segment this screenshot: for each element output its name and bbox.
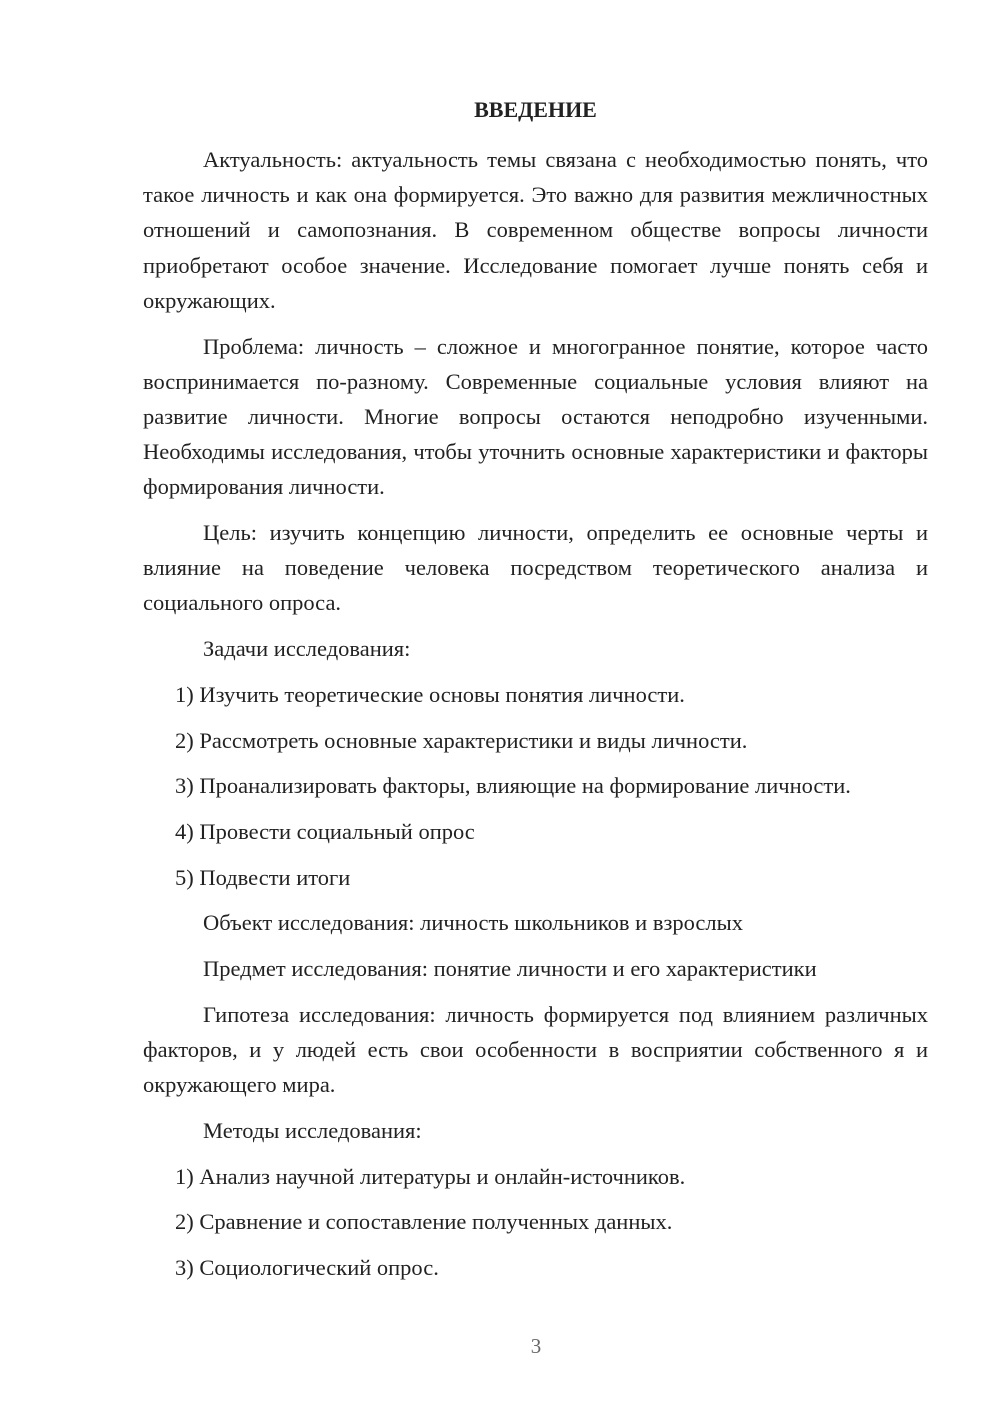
method-item: 3) Социологический опрос. bbox=[175, 1254, 439, 1280]
relevance-paragraph: Актуальность: актуальность темы связана с необходимостью понять, что такое личность и как она формируется. Это важно для развития межличностных отношений и самопознания. В современном обществе вопросы личности приобретают особое значение. Исследование помогает лучше понять себя и окружающих. bbox=[143, 147, 928, 313]
goal-paragraph: Цель: изучить концепцию личности, определить ее основные черты и влияние на поведение человека посредством теоретического анализа и социального опроса. bbox=[143, 520, 928, 616]
task-item: 1) Изучить теоретические основы понятия личности. bbox=[175, 681, 685, 707]
research-object: Объект исследования: личность школьников и взрослых bbox=[203, 910, 743, 936]
task-item: 2) Рассмотреть основные характеристики и виды личности. bbox=[175, 727, 748, 753]
research-subject: Предмет исследования: понятие личности и его характеристики bbox=[203, 956, 817, 982]
method-item: 2) Сравнение и сопоставление полученных данных. bbox=[175, 1209, 673, 1235]
task-item: 5) Подвести итоги bbox=[175, 864, 351, 890]
problem-paragraph: Проблема: личность – сложное и многогранное понятие, которое часто воспринимается по-разному. Современные социальные условия влияют на развитие личности. Многие вопросы остаются неподробно изученными. Необходимы исследования, чтобы уточнить основные характеристики и факторы формирования личности. bbox=[143, 333, 928, 500]
tasks-heading: Задачи исследования: bbox=[203, 636, 411, 662]
task-item: 3) Проанализировать факторы, влияющие на формирование личности. bbox=[175, 773, 851, 799]
hypothesis-paragraph: Гипотеза исследования: личность формируется под влиянием различных факторов, и у людей есть свои особенности в восприятии собственного я и окружающего мира. bbox=[143, 1001, 928, 1098]
body-text bbox=[143, 142, 928, 1285]
page-number: 3 bbox=[530, 1334, 542, 1358]
method-item: 1) Анализ научной литературы и онлайн-источников. bbox=[175, 1163, 686, 1189]
section-title: ВВЕДЕНИЕ bbox=[474, 97, 597, 122]
methods-heading: Методы исследования: bbox=[203, 1117, 422, 1143]
task-item: 4) Провести социальный опрос bbox=[175, 818, 475, 844]
